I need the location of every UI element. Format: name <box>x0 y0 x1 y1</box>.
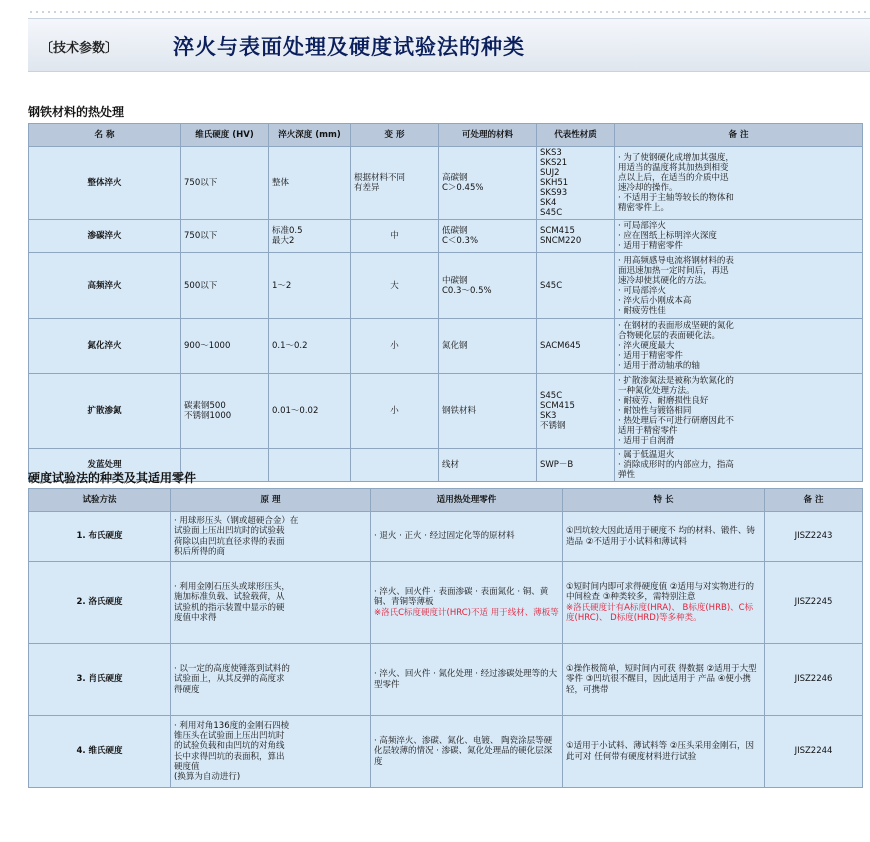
cell-note: · 属于低温退火 · 消除成形时的内部应力，指高 弹性 <box>615 449 863 482</box>
cell-method: 1. 布氏硬度 <box>29 512 171 562</box>
parts-warning: ※洛氏C标度硬度计(HRC)不适 用于线材、薄板等 <box>374 607 559 618</box>
cell-remark: JISZ2244 <box>765 716 863 788</box>
cell-material: 钢铁材料 <box>439 374 537 449</box>
cell-features <box>563 644 765 716</box>
cell-principle: · 利用对角136度的金刚石四棱 锥压头在试验面上压出凹坑时 的试验负载和由凹坑的对角线 长中求得凹坑的表面积，算出 硬度值 (换算为自动进行) <box>171 716 371 788</box>
cell-depth: 1～2 <box>269 253 351 319</box>
cell-features <box>563 512 765 562</box>
features-text: ①短时间内即可求得硬度值 ②适用与对实物进行的中间检查 ③种类较多，需特别注意 <box>566 582 754 603</box>
decorative-dots <box>28 10 870 14</box>
cell-features <box>563 562 765 644</box>
parts-text: · 淬火、回火件 · 氮化处理 · 经过渗碳处理等的大型零件 <box>374 669 558 690</box>
title-banner <box>28 18 870 72</box>
cell-remark: JISZ2246 <box>765 644 863 716</box>
heat-treatment-table <box>28 123 863 482</box>
table-row <box>29 644 863 716</box>
table-row <box>29 374 863 449</box>
cell-name: 发蓝处理 <box>29 449 181 482</box>
cell-note: · 扩散渗氮法是被称为软氮化的 一种氮化处理方法。 · 耐疲劳、耐磨损性良好 · 耐蚀性与镀铬相同 · 热处理后不可进行研磨因此不 适用于精密零件 · 适用于自润滑 <box>615 374 863 449</box>
cell-hv: 900～1000 <box>181 319 269 374</box>
table-header-row <box>29 489 863 512</box>
cell-principle: · 以一定的高度使锤落到试料的 试验面上，从其反弹的高度求 得硬度 <box>171 644 371 716</box>
table-row <box>29 319 863 374</box>
column-header: 试验方法 <box>29 489 171 512</box>
cell-depth: 标准0.5 最大2 <box>269 220 351 253</box>
features-text: ①操作极简单，短时间内可获 得数据 ②适用于大型零件 ③凹坑很不醒目，因此适用于 产品 ④便小携轻，可携带 <box>566 664 757 695</box>
features-warning: ※洛氏硬度计有A标度(HRA)、 B标度(HRB)、C标度(HRC)、 D标度(HRD)等多种类。 <box>566 602 754 623</box>
cell-material: 中碳钢 C0.3～0.5% <box>439 253 537 319</box>
cell-deform: 小 <box>351 374 439 449</box>
column-header: 名 称 <box>29 124 181 147</box>
column-header: 适用热处理零件 <box>371 489 563 512</box>
table-header-row <box>29 124 863 147</box>
parts-text: · 高频淬火、渗碳、氮化、电镀、 陶瓷涂层等硬化层较薄的情况 · 渗碳、氮化处理品的硬化层深 度 <box>374 736 553 767</box>
features-text: ①适用于小试料、薄试料等 ②压头采用金刚石，因此可对 任何带有硬度材料进行试验 <box>566 741 754 762</box>
cell-hv: 750以下 <box>181 220 269 253</box>
column-header: 维氏硬度 (HV) <box>181 124 269 147</box>
cell-depth: 整体 <box>269 147 351 220</box>
column-header: 备 注 <box>615 124 863 147</box>
cell-parts <box>371 716 563 788</box>
cell-name: 扩散渗氮 <box>29 374 181 449</box>
cell-parts <box>371 644 563 716</box>
column-header: 代表性材质 <box>537 124 615 147</box>
cell-material: 氮化钢 <box>439 319 537 374</box>
cell-grade: S45C SCM415 SK3 不锈钢 <box>537 374 615 449</box>
cell-name: 渗碳淬火 <box>29 220 181 253</box>
table-row <box>29 147 863 220</box>
features-text: ①凹坑较大因此适用于硬度不 均的材料、锻件、铸造品 ②不适用于小试料和薄试料 <box>566 526 755 547</box>
cell-name: 氮化淬火 <box>29 319 181 374</box>
cell-deform: 大 <box>351 253 439 319</box>
cell-material: 高碳钢 C＞0.45% <box>439 147 537 220</box>
cell-hv: 500以下 <box>181 253 269 319</box>
cell-parts <box>371 562 563 644</box>
category-tag: 〔技术参数〕 <box>40 41 119 56</box>
page-title: 淬火与表面处理及硬度试验法的种类 <box>173 35 525 59</box>
cell-hv: 750以下 <box>181 147 269 220</box>
table-row <box>29 512 863 562</box>
cell-note: · 可局部淬火 · 应在图纸上标明淬火深度 · 适用于精密零件 <box>615 220 863 253</box>
cell-depth: 0.1～0.2 <box>269 319 351 374</box>
cell-note: · 为了使钢硬化成增加其强度， 用适当的温度将其加热到相变 点以上后，在适当的介质中迅 速冷却的操作。 · 不适用于主轴等较长的物体和 精密零件上。 <box>615 147 863 220</box>
table-row <box>29 220 863 253</box>
cell-depth: 0.01～0.02 <box>269 374 351 449</box>
cell-note: · 在钢材的表面形成坚硬的氮化 合物硬化层的表面硬化法。 · 淬火硬度最大 · 适用于精密零件 · 适用于滑动轴承的轴 <box>615 319 863 374</box>
table-row <box>29 562 863 644</box>
cell-material: 线材 <box>439 449 537 482</box>
cell-deform: 根据材料不同 有差异 <box>351 147 439 220</box>
cell-grade: SCM415 SNCM220 <box>537 220 615 253</box>
cell-note: · 用高频感导电流将钢材料的表 面迅速加热一定时间后，再迅 速冷却使其硬化的方法。 · 可局部淬火 · 淬火后小刚成本高 · 耐疲劳性佳 <box>615 253 863 319</box>
table-row <box>29 716 863 788</box>
cell-principle: · 利用金刚石压头或球形压头， 施加标准负载、试验载荷，从 试验机的指示装置中显示的硬 度值中求得 <box>171 562 371 644</box>
cell-grade: SWP－B <box>537 449 615 482</box>
cell-grade: SKS3 SKS21 SUJ2 SKH51 SKS93 SK4 S45C <box>537 147 615 220</box>
column-header: 变 形 <box>351 124 439 147</box>
cell-hv: 碳素钢500 不锈钢1000 <box>181 374 269 449</box>
heat-section-title: 钢铁材料的热处理 <box>28 105 125 119</box>
cell-features <box>563 716 765 788</box>
cell-depth <box>269 449 351 482</box>
column-header: 可处理的材料 <box>439 124 537 147</box>
cell-method: 3. 肖氏硬度 <box>29 644 171 716</box>
cell-method: 2. 洛氏硬度 <box>29 562 171 644</box>
cell-grade: SACM645 <box>537 319 615 374</box>
cell-principle: · 用球形压头（钢或超硬合金）在 试验面上压出凹坑时的试验载 荷除以由凹坑直径求得的表面 积后所得的商 <box>171 512 371 562</box>
column-header: 特 长 <box>563 489 765 512</box>
table-row <box>29 253 863 319</box>
cell-deform: 中 <box>351 220 439 253</box>
cell-method: 4. 维氏硬度 <box>29 716 171 788</box>
cell-deform <box>351 449 439 482</box>
hardness-test-table <box>28 488 863 788</box>
parts-text: · 退火 · 正火 · 经过固定化等的原材料 <box>374 531 515 542</box>
cell-name: 高频淬火 <box>29 253 181 319</box>
cell-material: 低碳钢 C＜0.3% <box>439 220 537 253</box>
cell-deform: 小 <box>351 319 439 374</box>
parts-text: · 淬火、回火件 · 表面渗碳 · 表面氮化 · 铜、黄铜、青铜等薄板 <box>374 587 549 608</box>
cell-remark: JISZ2245 <box>765 562 863 644</box>
column-header: 原 理 <box>171 489 371 512</box>
cell-remark: JISZ2243 <box>765 512 863 562</box>
column-header: 淬火深度 (mm) <box>269 124 351 147</box>
cell-parts <box>371 512 563 562</box>
cell-grade: S45C <box>537 253 615 319</box>
hardness-section-title: 硬度试验法的种类及其适用零件 <box>28 471 197 485</box>
cell-name: 整体淬火 <box>29 147 181 220</box>
column-header: 备 注 <box>765 489 863 512</box>
